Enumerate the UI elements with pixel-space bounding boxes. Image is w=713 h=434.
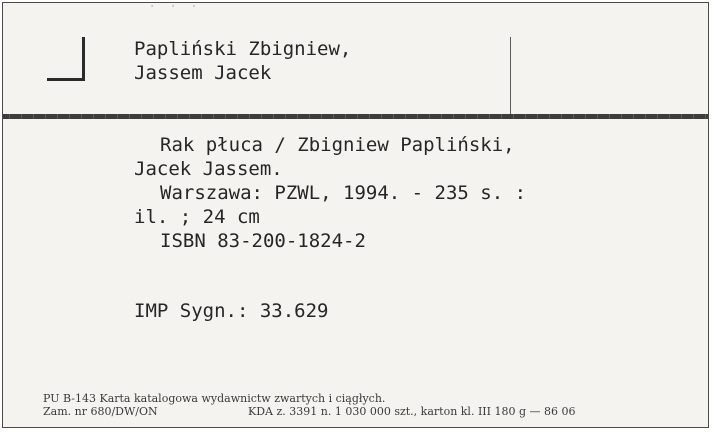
faded-ghost-text: · · · — [148, 2, 201, 15]
shelfmark-line: IMP Sygn.: 33.629 — [134, 300, 329, 322]
imprint-line: Warszawa: PZWL, 1994. - 235 s. : — [160, 182, 527, 204]
heading-rule — [3, 114, 708, 119]
footer-order-number: Zam. nr 680/DW/ON — [43, 405, 158, 418]
title-line: Rak płuca / Zbigniew Papliński, — [160, 134, 515, 156]
footer-print-info: KDA z. 3391 n. 1 030 000 szt., karton kl. III 180 g — 86 06 — [248, 405, 576, 418]
responsibility-line: Jacek Jassem. — [134, 158, 283, 180]
footer-line-1: PU B-143 Karta katalogowa wydawnictw zwartych i ciągłych. — [43, 392, 386, 405]
heading-coauthor: Jassem Jacek — [134, 62, 272, 84]
printer-footer — [43, 392, 576, 418]
heading-block — [134, 37, 351, 85]
catalog-card — [2, 2, 709, 428]
corner-mark-vertical — [82, 37, 85, 81]
heading-vertical-divider — [510, 37, 511, 115]
isbn-line: ISBN 83-200-1824-2 — [160, 230, 366, 252]
corner-mark-horizontal — [47, 78, 85, 81]
footer-line-2 — [43, 405, 576, 418]
heading-author: Papliński Zbigniew, — [134, 38, 352, 60]
physical-description-line: il. ; 24 cm — [134, 206, 260, 228]
